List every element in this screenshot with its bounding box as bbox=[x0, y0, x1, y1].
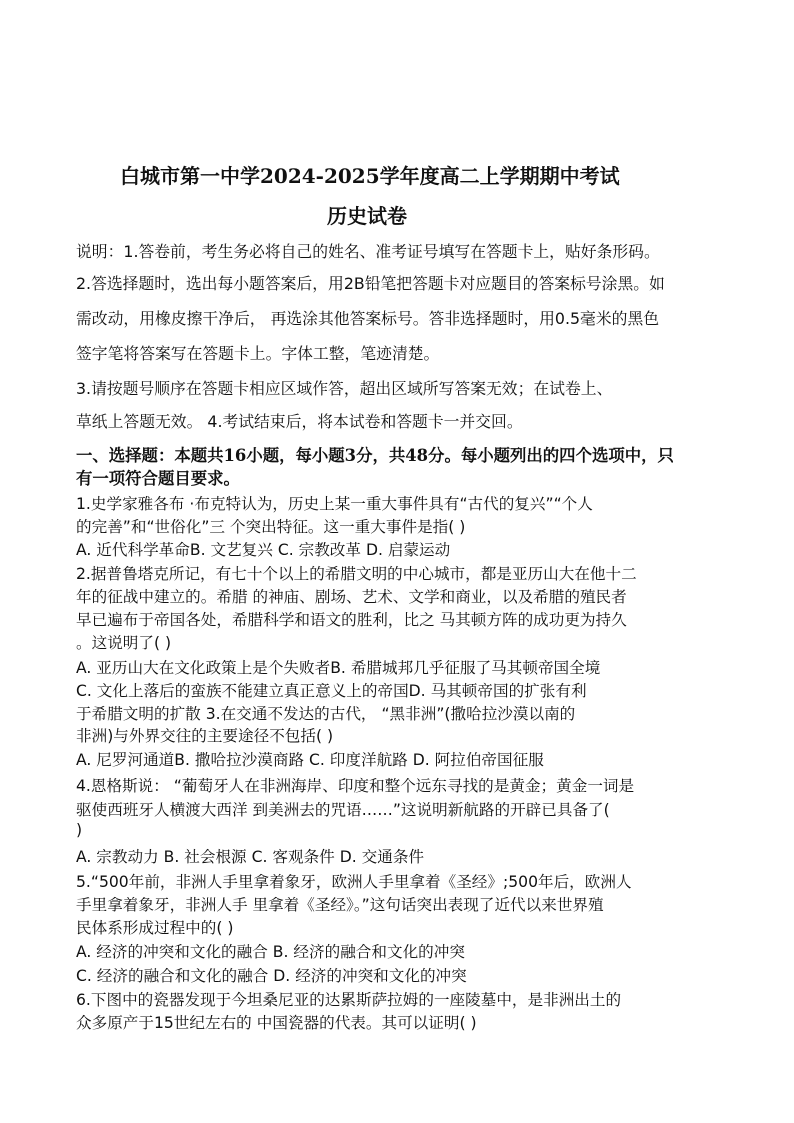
question-2-line: 2.据普鲁塔克所记，有七十个以上的希腊文明的中心城市，都是亚历山大在他十二 bbox=[76, 565, 637, 583]
question-3-options: A. 尼罗河通道B. 撒哈拉沙漠商路 C. 印度洋航路 D. 阿拉伯帝国征服 bbox=[76, 751, 544, 769]
question-4-line: 4.恩格斯说： “葡萄牙人在非洲海岸、印度和整个远东寻找的是黄金；黄金一词是 bbox=[76, 777, 635, 795]
question-2-line: 年的征战中建立的。希腊 的神庙、剧场、艺术、文学和商业，以及希腊的殖民者 bbox=[76, 588, 627, 606]
question-1-options: A. 近代科学革命B. 文艺复兴 C. 宗教改革 D. 启蒙运动 bbox=[76, 541, 451, 559]
instruction-line: 签字笔将答案写在答题卡上。字体工整，笔迹清楚。 bbox=[76, 344, 440, 363]
instruction-line: 草纸上答题无效。 4.考试结束后，将本试卷和答题卡一并交回。 bbox=[76, 412, 523, 431]
section-heading: 一、选择题：本题共16小题，每小题3分，共48分。每小题列出的四个选项中，只 bbox=[76, 446, 674, 465]
instruction-line: 需改动，用橡皮擦干净后， 再选涂其他答案标号。答非选择题时，用0.5毫米的黑色 bbox=[76, 309, 660, 328]
question-4-line: ) bbox=[76, 821, 83, 839]
question-4-options: A. 宗教动力 B. 社会根源 C. 客观条件 D. 交通条件 bbox=[76, 848, 425, 866]
question-1-line: 1.史学家雅各布 ·布克特认为，历史上某一重大事件具有“古代的复兴”“个人 bbox=[76, 495, 593, 513]
question-2-options: A. 亚历山大在文化政策上是个失败者B. 希腊城邦几乎征服了马其顿帝国全境 bbox=[76, 659, 601, 677]
instruction-line: 3.请按题号顺序在答题卡相应区域作答，超出区域所写答案无效；在试卷上、 bbox=[76, 379, 613, 398]
question-2-line: 。这说明了( ) bbox=[76, 634, 172, 652]
question-3-line: 非洲)与外界交往的主要途径不包括( ) bbox=[76, 727, 334, 745]
question-2-line: 早已遍布于帝国各处，希腊科学和语文的胜利，比之 马其顿方阵的成功更为持久 bbox=[76, 611, 627, 629]
question-5-options: A. 经济的冲突和文化的融合 B. 经济的融合和文化的冲突 bbox=[76, 943, 465, 961]
section-heading: 有一项符合题目要求。 bbox=[76, 469, 240, 488]
instruction-line: 说明：1.答卷前，考生务必将自己的姓名、准考证号填写在答题卡上，贴好条形码。 bbox=[76, 242, 660, 261]
question-4-line: 驱使西班牙人横渡大西洋 到美洲去的咒语……”这说明新航路的开辟已具备了( bbox=[76, 801, 610, 819]
question-6-line: 6.下图中的瓷器发现于今坦桑尼亚的达累斯萨拉姆的一座陵墓中，是非洲出土的 bbox=[76, 991, 622, 1009]
exam-subtitle: 历史试卷 bbox=[327, 204, 407, 228]
question-2-options: C. 文化上落后的蛮族不能建立真正意义上的帝国D. 马其顿帝国的扩张有利 bbox=[76, 682, 587, 700]
question-5-line: 民体系形成过程中的( ) bbox=[76, 919, 234, 937]
question-3-line: 于希腊文明的扩散 3.在交通不发达的古代， “黑非洲”(撒哈拉沙漠以南的 bbox=[76, 705, 576, 723]
question-5-line: 5.“500年前，非洲人手里拿着象牙，欧洲人手里拿着《圣经》;500年后，欧洲人 bbox=[76, 873, 632, 891]
instruction-line: 2.答选择题时，选出每小题答案后，用2B铅笔把答题卡对应题目的答案标号涂黑。如 bbox=[76, 274, 665, 293]
question-1-line: 的完善”和“世俗化”三 个突出特征。这一重大事件是指( ) bbox=[76, 518, 466, 536]
question-5-options: C. 经济的融合和文化的融合 D. 经济的冲突和文化的冲突 bbox=[76, 967, 467, 985]
exam-title: 白城市第一中学2024-2025学年度高二上学期期中考试 bbox=[120, 164, 620, 188]
question-5-line: 手里拿着象牙，非洲人手 里拿着《圣经》。”这句话突出表现了近代以来世界殖 bbox=[76, 896, 604, 914]
question-6-line: 众多原产于15世纪左右的 中国瓷器的代表。其可以证明( ) bbox=[76, 1014, 477, 1032]
